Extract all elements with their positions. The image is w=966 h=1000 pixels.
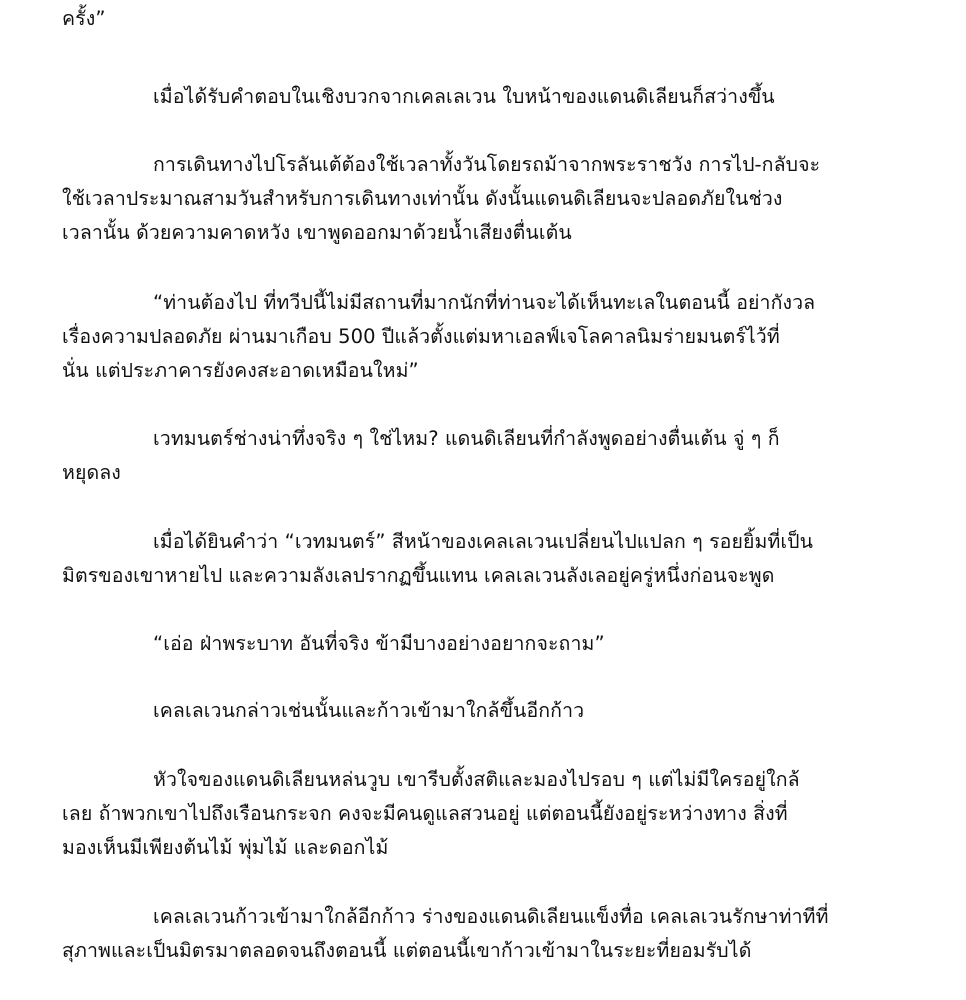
paragraph-line: เมื่อได้รับคำตอบในเชิงบวกจากเคลเลเวน ใบหน้าของแดนดิเลียนก็สว่างขึ้น [153,85,775,108]
paragraph-line: เคลเลเวนกล่าวเช่นนั้นและก้าวเข้ามาใกล้ขึ้นอีกก้าว [153,699,585,722]
text-line: สุภาพและเป็นมิตรมาตลอดจนถึงตอนนี้ แต่ตอนนี้เขาก้าวเข้ามาในระยะที่ยอมรับได้ [62,939,752,962]
text-line: เลย ถ้าพวกเขาไปถึงเรือนกระจก คงจะมีคนดูแลสวนอยู่ แต่ตอนนี้ยังอยู่ระหว่างทาง สิ่งที่ [62,802,788,825]
paragraph-line: เวทมนตร์ช่างน่าทึ่งจริง ๆ ใช่ไหม? แดนดิเลียนที่กำลังพูดอย่างตื่นเต้น จู่ ๆ ก็ [153,427,780,450]
text-line: หยุดลง [62,461,121,484]
paragraph-line: “เอ่อ ฝ่าพระบาท อันที่จริง ข้ามีบางอย่างอยากจะถาม” [153,632,605,655]
text-line: มองเห็นมีเพียงต้นไม้ พุ่มไม้ และดอกไม้ [62,836,389,859]
text-line: เวลานั้น ด้วยความคาดหวัง เขาพูดออกมาด้วยน้ำเสียงตื่นเต้น [62,221,572,244]
text-line: ใช้เวลาประมาณสามวันสำหรับการเดินทางเท่านั้น ดังนั้นแดนดิเลียนจะปลอดภัยในช่วง [62,187,783,210]
paragraph-line: เคลเลเวนก้าวเข้ามาใกล้อีกก้าว ร่างของแดนดิเลียนแข็งทื่อ เคลเลเวนรักษาท่าทีที่ [153,905,829,928]
paragraph-line: การเดินทางไปโรลันเต้ต้องใช้เวลาทั้งวันโดยรถม้าจากพระราชวัง การไป-กลับจะ [153,153,821,176]
paragraph-line: หัวใจของแดนดิเลียนหล่นวูบ เขารีบตั้งสติและมองไปรอบ ๆ แต่ไม่มีใครอยู่ใกล้ [153,768,800,791]
paragraph-line: “ท่านต้องไป ที่ทวีปนี้ไม่มีสถานที่มากนักที่ท่านจะได้เห็นทะเลในตอนนี้ อย่ากังวล [153,291,816,314]
text-line: นั่น แต่ประภาคารยังคงสะอาดเหมือนใหม่” [62,359,419,382]
paragraph-line: เมื่อได้ยินคำว่า “เวทมนตร์” สีหน้าของเคลเลเวนเปลี่ยนไปแปลก ๆ รอยยิ้มที่เป็น [153,530,814,553]
text-line: ครั้ง” [62,7,106,30]
text-line: เรื่องความปลอดภัย ผ่านมาเกือบ 500 ปีแล้วตั้งแต่มหาเอลฟ์เจโลคาลนิมร่ายมนตร์ไว้ที่ [62,325,780,348]
text-line: มิตรของเขาหายไป และความลังเลปรากฏขึ้นแทน เคลเลเวนลังเลอยู่ครู่หนึ่งก่อนจะพูด [62,564,775,587]
